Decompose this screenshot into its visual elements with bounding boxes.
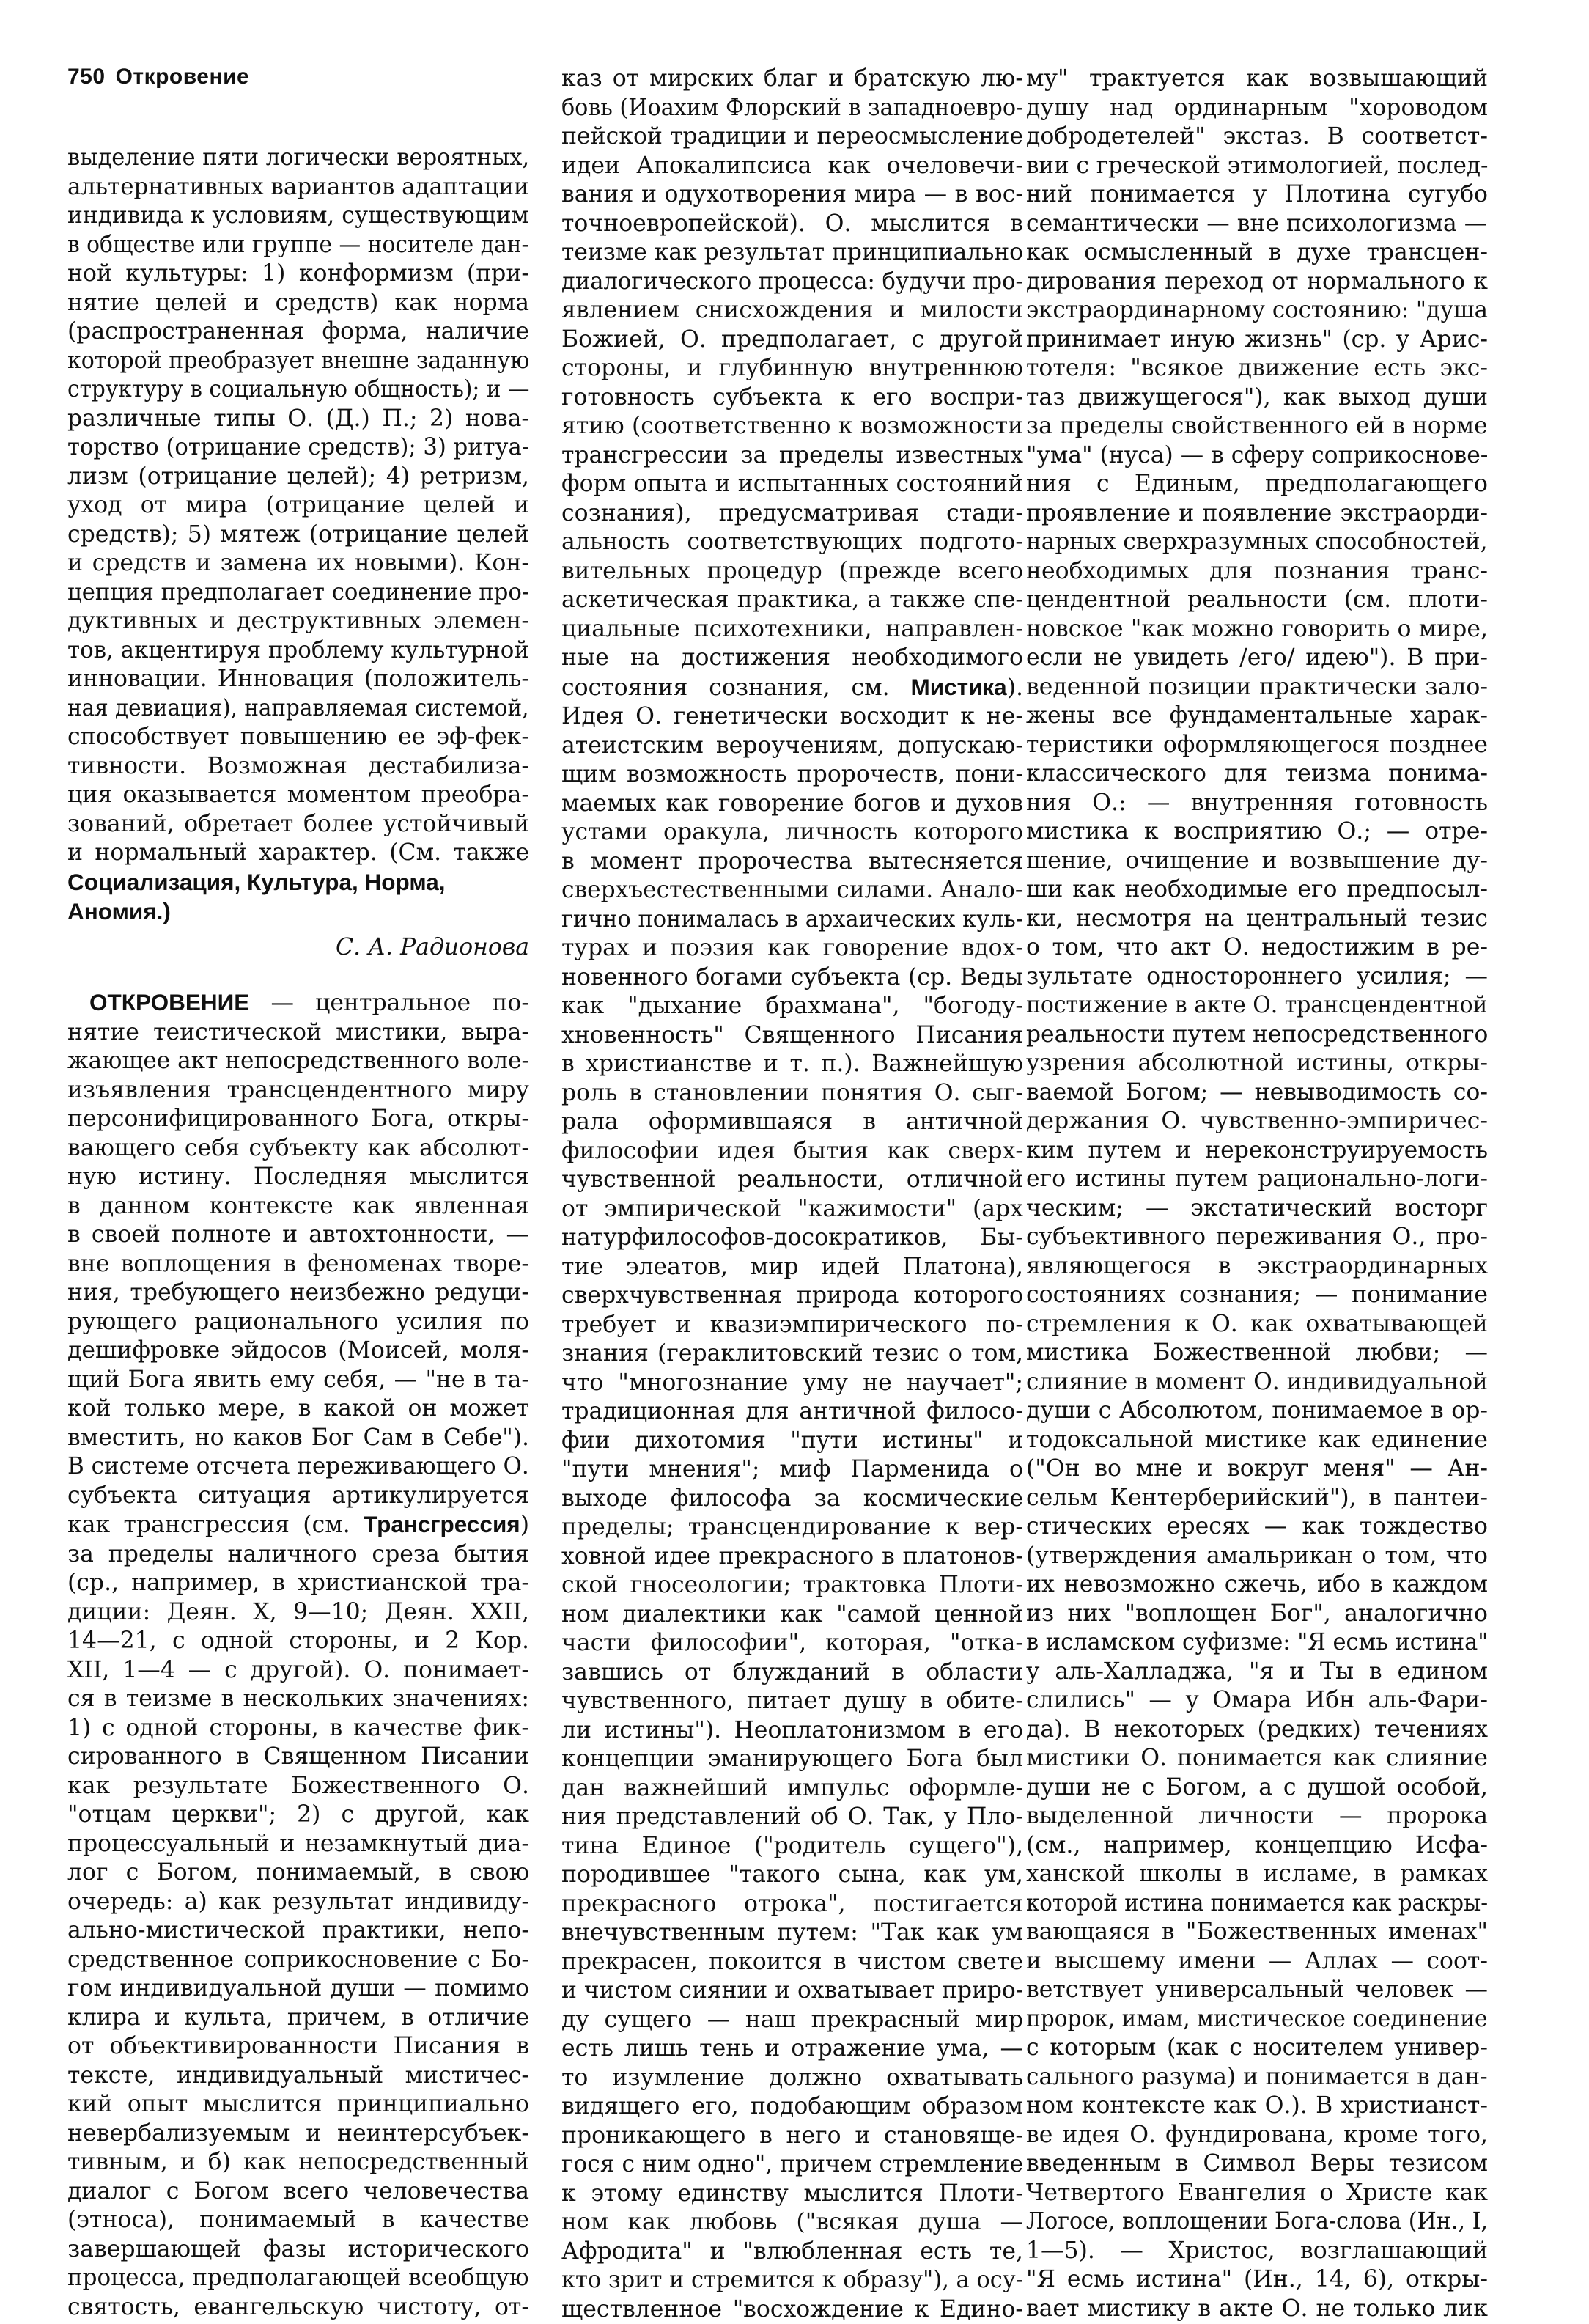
- text-line: которой истина понимается как раскры-: [1026, 1889, 1453, 1919]
- text-line: как трансгрессия (см. Трансгрессия): [67, 1510, 529, 1540]
- text-line: диции: Деян. X, 9—10; Деян. XXII,: [67, 1598, 529, 1628]
- text-line: введенным в Символ Веры тезисом: [1026, 2150, 1488, 2179]
- text-line: добродетелей" экстаз. В соответст-: [1026, 122, 1488, 152]
- text-line: дешифровке эйдосов (Моисей, моля-: [67, 1336, 529, 1366]
- text-line: нятие теистической мистики, выра-: [67, 1018, 529, 1048]
- column-3: [1026, 65, 1488, 2323]
- text-line: Афродита" и "влюбленная есть те,: [561, 2237, 1023, 2267]
- text-line: кой только мере, в какой он может: [67, 1394, 529, 1424]
- text-line: души не с Богом, а с душой особой,: [1026, 1773, 1488, 1803]
- text-line: (ср., например, в христианской тра-: [67, 1569, 529, 1598]
- text-line: философии идея бытия как сверх-: [561, 1137, 1023, 1166]
- text-line: "ума" (нуса) — в сферу соприкоснове-: [1026, 441, 1486, 471]
- text-line: 1) с одной стороны, в качестве фик-: [67, 1714, 529, 1743]
- text-line: зультате одностороннего усилия; —: [1026, 963, 1488, 992]
- text-line: тексте, индивидуальный мистичес-: [67, 2062, 529, 2091]
- entry-first-line-text: — центральное по-: [249, 990, 529, 1016]
- text-line: да). В некоторых (редких) течениях: [1026, 1716, 1488, 1745]
- text-line: пределы; трансцендирование к вер-: [561, 1513, 1023, 1542]
- text-line: новское "как можно говорить о мире,: [1026, 615, 1488, 644]
- text-line: узрения абсолютной истины, откры-: [1026, 1049, 1488, 1078]
- cross-reference: Трансгрессия: [364, 1511, 520, 1537]
- text-line: и средств и замена их новыми). Кон-: [67, 549, 529, 578]
- text-line: новенного богами субъекта (ср. Веды: [561, 963, 1023, 993]
- text-line: слияние в момент О. индивидуальной: [1026, 1368, 1485, 1397]
- text-line: семантически — вне психологизма —: [1026, 210, 1487, 239]
- see-also-line: [67, 897, 529, 927]
- text-line: мистика Божественной любви; —: [1026, 1339, 1488, 1368]
- text-line: ческим; — экстатический восторг: [1026, 1194, 1488, 1224]
- text-line: му" трактуется как возвышающий: [1026, 65, 1488, 94]
- text-line: субъективного переживания О., про-: [1026, 1223, 1488, 1252]
- text-line: у аль-Халладжа, "я и Ты в едином: [1026, 1658, 1488, 1687]
- text-line: принимает иную жизнь" (ср. у Арис-: [1026, 326, 1488, 355]
- text-line: что "многознание уму не научает";: [561, 1369, 1023, 1398]
- text-line: в христианстве и т. п.). Важнейшую: [561, 1050, 1023, 1079]
- text-line: вающаяся в "Божественных именах": [1026, 1918, 1488, 1947]
- text-line: как осмысленный в духе трансцен-: [1026, 238, 1488, 268]
- entry-body: [67, 1018, 529, 2323]
- text-line: традиционная для античной филосо-: [561, 1397, 1023, 1427]
- text-line: бовь (Иоахим Флорский в западноевро-: [561, 94, 1004, 123]
- text-line: которой преобразует внешне заданную: [67, 347, 507, 376]
- text-line: вания и одухотворения мира — в вос-: [561, 180, 1023, 210]
- text-line: от эмпирической "кажимости" (арх: [561, 1195, 1023, 1224]
- text-line: 14—21, с одной стороны, и 2 Кор.: [67, 1627, 529, 1656]
- text-line: гося с ним одно", причем стремление: [561, 2150, 1020, 2180]
- text-line: шение, очищение и возвышение ду-: [1026, 847, 1488, 876]
- text-line: щим возможность пророчеств, пони-: [561, 760, 1023, 790]
- text-line: их невозможно сжечь, ибо в каждом: [1026, 1570, 1488, 1600]
- text-line: ветствует универсальный человек —: [1026, 1976, 1488, 2005]
- text-line: зований, обретает более устойчивый: [67, 810, 529, 839]
- text-line: "отцам церкви"; 2) с другой, как: [67, 1801, 529, 1830]
- text-line: являющегося в экстраординарных: [1026, 1252, 1488, 1281]
- text-line: ской гносеологии; трактовка Плоти-: [561, 1571, 1023, 1600]
- text-line: средственное соприкосновение с Бо-: [67, 1946, 529, 1975]
- text-line: (распространенная форма, наличие: [67, 317, 529, 347]
- running-header: [67, 65, 249, 89]
- text-line: из них "воплощен Бог", аналогично: [1026, 1600, 1488, 1629]
- text-line: гом индивидуальной души — помимо: [67, 1974, 529, 2004]
- text-line: завшись от блужданий в области: [561, 1658, 1023, 1688]
- text-line: форм опыта и испытанных состояний: [561, 470, 1023, 499]
- text-line: если не увидеть /его/ идею"). В при-: [1026, 644, 1488, 673]
- text-line: прекрасного отрока", постигается: [561, 1890, 1023, 1919]
- text-line: в своей полноте и автохтонности, —: [67, 1221, 529, 1250]
- text-line: сельм Кентерберийский"), в пантеи-: [1026, 1484, 1488, 1513]
- text-line: нятие целей и средств) как норма: [67, 289, 529, 318]
- text-line: ная девиация), направляемая системой,: [67, 694, 498, 724]
- text-line: таз движущегося"), как выход души: [1026, 383, 1488, 413]
- see-also-refs-1: Социализация, Культура, Норма,: [67, 869, 445, 895]
- text-line: ли истины"). Неоплатонизмом в его: [561, 1716, 1023, 1746]
- text-line: вающего себя субъекту как абсолют-: [67, 1134, 529, 1163]
- text-line: ний понимается у Плотина сугубо: [1026, 180, 1488, 210]
- text-line: циальные психотехники, направлен-: [561, 615, 1023, 644]
- text-line: роль в становлении понятия О. сыг-: [561, 1079, 1023, 1108]
- text-line: изъявления трансцендентного миру: [67, 1076, 529, 1106]
- text-line: индивида к условиям, существующим: [67, 202, 526, 231]
- text-line: ном как любовь ("всякая душа —: [561, 2208, 1023, 2237]
- text-line: маемых как говорение богов и духов: [561, 790, 1023, 819]
- text-line: вии с греческой этимологией, послед-: [1026, 152, 1480, 181]
- text-line: устами оракула, личность которого: [561, 818, 1023, 847]
- text-line: то изумление должно охватывать: [561, 2064, 1023, 2093]
- text-line: чувственного, питает душу в обите-: [561, 1687, 1023, 1716]
- text-line: XII, 1—4 — с другой). О. понимает-: [67, 1656, 529, 1685]
- text-line: различные типы О. (Д.) П.; 2) нова-: [67, 405, 529, 434]
- text-line: ном контексте как О.). В христианст-: [1026, 2092, 1488, 2121]
- text-line: ально-мистической практики, непо-: [67, 1916, 529, 1946]
- text-line: средств); 5) мятеж (отрицание целей: [67, 521, 529, 550]
- text-line: инновации. Инновация (положитель-: [67, 665, 529, 694]
- text-line: и нормальный характер. (См. также: [67, 839, 529, 868]
- text-line: торство (отрицание средств); 3) ритуа-: [67, 433, 516, 463]
- text-line: породившее "такого сына, как ум,: [561, 1861, 1023, 1890]
- text-line: жены все фундаментальные харак-: [1026, 702, 1488, 731]
- text-line: ся в теизме в нескольких значениях:: [67, 1685, 529, 1714]
- text-line: дуктивных и деструктивных элемен-: [67, 607, 529, 636]
- text-line: с которым (как с носителем универ-: [1026, 2034, 1488, 2063]
- column-2: [561, 65, 1023, 2324]
- text-line: мистика к восприятию О.; — отре-: [1026, 817, 1488, 847]
- text-line: слились" — у Омара Ибн аль-Фари-: [1026, 1686, 1488, 1716]
- text-line: хновенность" Священного Писания: [561, 1021, 1023, 1051]
- text-line: части философии", которая, "отка-: [561, 1629, 1023, 1658]
- text-line: реальности путем непосредственного: [1026, 1021, 1485, 1050]
- text-line: цендентной реальности (см. плоти-: [1026, 586, 1488, 615]
- text-line: ной культуры: 1) конформизм (при-: [67, 260, 529, 289]
- text-line: душу над ординарным "хороводом: [1026, 94, 1488, 123]
- text-line: (утверждения амальрикан о том, что: [1026, 1542, 1488, 1571]
- cross-reference: Мистика: [910, 674, 1006, 700]
- text-line: ятию (соответственно к возможности: [561, 412, 1023, 441]
- text-line: ния представлений об О. Так, у Пло-: [561, 1803, 1023, 1832]
- text-line: пейской традиции и переосмысление: [561, 122, 1023, 152]
- text-line: сознания), предусматривая стади-: [561, 499, 1023, 529]
- text-line: за пределы свойственного ей в норме: [1026, 412, 1486, 441]
- text-line: сального разума) и понимается в дан-: [1026, 2063, 1483, 2092]
- text-line: щий Бога явить ему себя, — "не в та-: [67, 1366, 529, 1395]
- text-line: диалогического процесса: будучи про-: [561, 268, 1010, 297]
- text-line: ду сущего — наш прекрасный мир: [561, 2006, 1023, 2035]
- text-line: знания (гераклитовский тезис о том,: [561, 1339, 1023, 1369]
- text-line: чувственной реальности, отличной: [561, 1166, 1023, 1195]
- text-line: теристики оформляющегося позднее: [1026, 731, 1488, 760]
- text-line: как результате Божественного О.: [67, 1772, 529, 1801]
- article-author: С. А. Радионова: [67, 933, 529, 963]
- text-line: вительных процедур (прежде всего: [561, 557, 1023, 586]
- text-line: способствует повышению ее эф-фек-: [67, 723, 529, 752]
- column-3-text: [1026, 65, 1488, 2323]
- text-line: вне воплощения в феноменах творе-: [67, 1250, 529, 1279]
- text-line: явлением снисхождения и милости: [561, 296, 1023, 326]
- text-line: дирования переход от нормального к: [1026, 268, 1488, 297]
- see-also-refs-2: Аномия.): [67, 898, 171, 924]
- text-line: в момент пророчества вытесняется: [561, 847, 1023, 877]
- text-line: мистики О. понимается как слияние: [1026, 1744, 1488, 1773]
- text-line: вместить, но каков Бог Сам в Себе").: [67, 1424, 529, 1453]
- text-line: теизме как результат принципиально: [561, 238, 1021, 268]
- text-line: "пути мнения"; миф Парменида о: [561, 1455, 1023, 1485]
- text-line: Божией, О. предполагает, с другой: [561, 326, 1023, 355]
- text-line: процессуальный и незамкнутый диа-: [67, 1830, 529, 1859]
- text-line: души с Абсолютом, понимаемое в ор-: [1026, 1397, 1488, 1426]
- text-line: в данном контексте как явленная: [67, 1192, 529, 1221]
- text-line: пророк, имам, мистическое соединение: [1026, 2005, 1460, 2034]
- text-line: тотеля: "всякое движение есть экс-: [1026, 354, 1488, 383]
- text-line: дан важнейший импульс оформле-: [561, 1774, 1023, 1803]
- text-line: ния с Единым, предполагающего: [1026, 470, 1488, 499]
- column-2-text: [561, 65, 1023, 2324]
- text-line: за пределы наличного среза бытия: [67, 1540, 529, 1570]
- text-line: ки, несмотря на центральный тезис: [1026, 905, 1488, 934]
- page-number: 750: [67, 65, 106, 89]
- text-line: ществленное "восхождение к Едино-: [561, 2295, 1023, 2324]
- text-line: кий опыт мыслится принципиально: [67, 2090, 529, 2119]
- text-line: тие элеатов, мир идей Платона),: [561, 1253, 1023, 1282]
- text-line: ные на достижения необходимого: [561, 644, 1023, 673]
- text-line: ве идея О. фундирована, кроме того,: [1026, 2121, 1488, 2150]
- text-line: ную истину. Последняя мыслится: [67, 1163, 529, 1192]
- text-line: стических ересях — как тождество: [1026, 1512, 1488, 1542]
- text-line: и чистом сиянии и охватывает приро-: [561, 1976, 1020, 2006]
- text-line: тов, акцентируя проблему культурной: [67, 636, 520, 666]
- text-line: экстраординарному состоянию: "душа: [1026, 296, 1478, 326]
- text-line: персонифицированного Бога, откры-: [67, 1105, 529, 1134]
- text-line: в исламском суфизме: "Я есмь истина": [1026, 1628, 1472, 1658]
- text-line: видящего его, подобающим образом: [561, 2092, 1023, 2122]
- text-line: о том, что акт О. недостижим в ре-: [1026, 933, 1488, 963]
- text-line: тивным, и б) как непосредственный: [67, 2148, 529, 2177]
- text-line: трансгрессии за пределы известных: [561, 441, 1023, 471]
- text-line: фии дихотомия "пути истины" и: [561, 1427, 1023, 1456]
- text-line: нарных сверхразумных способностей,: [1026, 528, 1483, 557]
- header-title: Откровение: [116, 65, 250, 89]
- text-line: выходе философа за космические: [561, 1485, 1023, 1514]
- text-line: ния О.: — внутренняя готовность: [1026, 789, 1488, 818]
- text-line: ном диалектики как "самой ценной: [561, 1600, 1023, 1630]
- text-line: лог с Богом, понимаемый, в свою: [67, 1858, 529, 1888]
- text-line: Четвертого Евангелия о Христе как: [1026, 2179, 1488, 2208]
- text-line: (этноса), понимаемый в качестве: [67, 2206, 529, 2235]
- text-line: проникающего в него и становяще-: [561, 2122, 1023, 2151]
- text-line: и высшему имени — Аллах — соот-: [1026, 1947, 1488, 1976]
- text-line: сверхчувственная природа которого: [561, 1281, 1023, 1311]
- text-line: Логосе, воплощении Бога-слова (Ин., I,: [1026, 2207, 1467, 2237]
- text-line: его истины путем рационально-логи-: [1026, 1165, 1488, 1194]
- text-line: состояния сознания, см. Мистика).: [561, 673, 1023, 703]
- text-line: веденной позиции практически зало-: [1026, 673, 1488, 702]
- text-line: каз от мирских благ и братскую лю-: [561, 65, 1023, 94]
- text-line: точноевропейской). О. мыслится в: [561, 210, 1023, 239]
- text-line: святость, евангельскую чистоту, от-: [67, 2293, 529, 2323]
- text-line: состояниях сознания; — понимание: [1026, 1281, 1488, 1310]
- text-line: выделение пяти логически вероятных,: [67, 144, 515, 173]
- text-line: стороны, и глубинную внутреннюю: [561, 354, 1023, 383]
- text-line: структуру в социальную общность); и —: [67, 375, 501, 405]
- text-line: кто зрит и стремится к образу"), а осу-: [561, 2266, 1009, 2295]
- text-line: альность соответствующих подгото-: [561, 528, 1023, 557]
- see-also-line: [67, 868, 529, 898]
- text-line: прекрасен, покоится в чистом свете: [561, 1948, 1023, 1977]
- text-line: цепция предполагает соединение про-: [67, 578, 517, 608]
- text-line: сированного в Священном Писании: [67, 1743, 529, 1772]
- text-line: готовность субъекта к его воспри-: [561, 383, 1023, 413]
- text-line: есть лишь тень и отражение ума, —: [561, 2034, 1023, 2064]
- text-line: 1—5). — Христос, возглашающий: [1026, 2237, 1488, 2266]
- text-line: внечувственным путем: "Так как ум: [561, 1919, 1023, 1948]
- text-line: рала оформившаяся в античной: [561, 1108, 1023, 1137]
- text-line: классического для теизма понима-: [1026, 760, 1488, 789]
- text-line: вает мистику в акте О. не только лик: [1026, 2295, 1488, 2324]
- text-line: рующего рационального усилия по: [67, 1308, 529, 1337]
- text-line: как "дыхание брахмана", "богоду-: [561, 992, 1023, 1021]
- text-line: проявление и появление экстраорди-: [1026, 499, 1488, 529]
- text-line: постижение в акте О. трансцендентной: [1026, 991, 1464, 1021]
- text-line: необходимых для познания транс-: [1026, 557, 1488, 586]
- text-line: стремления к О. как охватывающей: [1026, 1310, 1488, 1339]
- text-line: ким путем и нереконструируемость: [1026, 1136, 1488, 1166]
- text-line: ши как необходимые его предпосыл-: [1026, 875, 1488, 905]
- column-1: [67, 144, 529, 2322]
- text-line: тивности. Возможная дестабилиза-: [67, 752, 529, 782]
- text-line: невербализуемым и неинтерсубъек-: [67, 2119, 529, 2149]
- text-line: от объективированности Писания в: [67, 2032, 529, 2062]
- text-line: альтернативных вариантов адаптации: [67, 173, 522, 202]
- text-line: к этому единству мыслится Плоти-: [561, 2180, 1023, 2209]
- text-line: аскетическая практика, а также спе-: [561, 586, 1023, 615]
- text-line: атеистским вероучениям, допускаю-: [561, 732, 1023, 761]
- text-line: ваемой Богом; — невыводимость со-: [1026, 1078, 1488, 1108]
- text-line: гично понималась в архаических куль-: [561, 905, 1007, 935]
- entry-term: ОТКРОВЕНИЕ: [89, 989, 249, 1015]
- text-line: выделенной личности — пророка: [1026, 1802, 1488, 1831]
- text-line: турах и поэзия как говорение вдох-: [561, 934, 1023, 963]
- text-line: "Я есмь истина" (Ин., 14, 6), откры-: [1026, 2265, 1488, 2295]
- text-line: диалог с Богом всего человечества: [67, 2177, 529, 2207]
- text-line: лизм (отрицание целей); 4) ретризм,: [67, 463, 529, 492]
- text-line: В системе отсчета переживающего О.: [67, 1452, 522, 1482]
- text-line: очередь: а) как результат индивиду-: [67, 1888, 529, 1917]
- text-line: ховной идее прекрасного в платонов-: [561, 1542, 1023, 1572]
- text-line: требует и квазиэмпирического по-: [561, 1311, 1023, 1340]
- text-line: концепции эманирующего Бога был: [561, 1745, 1023, 1774]
- text-line: Идея О. генетически восходит к не-: [561, 702, 1023, 732]
- entry-first-line: [67, 988, 529, 1018]
- text-line: жающее акт непосредственного воле-: [67, 1047, 524, 1076]
- column-1-continuation: [67, 144, 529, 868]
- text-line: ния, требующего неизбежно редуци-: [67, 1279, 529, 1308]
- text-line: ("Он во мне и вокруг меня" — Ан-: [1026, 1455, 1488, 1484]
- text-line: держания О. чувственно-эмпиричес-: [1026, 1107, 1488, 1136]
- text-line: клира и культа, причем, в отличие: [67, 2004, 529, 2033]
- text-line: ханской школы в исламе, в рамках: [1026, 1860, 1488, 1889]
- text-line: ция оказывается моментом преобра-: [67, 781, 529, 810]
- text-line: идеи Апокалипсиса как очеловечи-: [561, 152, 1023, 181]
- text-line: натурфилософов-досократиков, Бы-: [561, 1224, 1023, 1253]
- text-line: завершающей фазы исторического: [67, 2235, 529, 2265]
- text-line: субъекта ситуация артикулируется: [67, 1482, 529, 1511]
- text-line: сверхъестественными силами. Анало-: [561, 876, 1020, 905]
- text-line: тодоксальной мистике как единение: [1026, 1426, 1488, 1455]
- text-line: в обществе или группе — носителе дан-: [67, 231, 503, 260]
- text-line: уход от мира (отрицание целей и: [67, 491, 529, 521]
- text-line: процесса, предполагающей всеобщую: [67, 2264, 522, 2293]
- text-line: (см., например, концепцию Исфа-: [1026, 1831, 1488, 1861]
- text-line: тина Единое ("родитель сущего"),: [561, 1832, 1023, 1861]
